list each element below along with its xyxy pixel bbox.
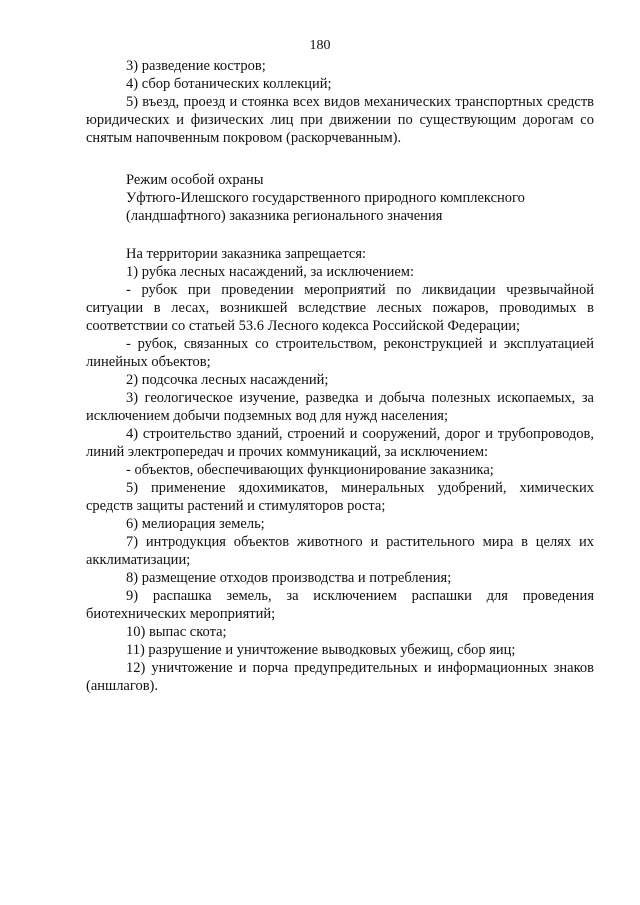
page-number: 180: [309, 38, 331, 53]
prohibition-item-8: 8) размещение отходов производства и потребления;: [126, 570, 452, 586]
section-heading: [86, 171, 594, 225]
prohibition-item-11: 11) разрушение и уничтожение выводковых убежищ, сбор яиц;: [126, 642, 516, 658]
paragraph-item-4: 4) сбор ботанических коллекций;: [126, 76, 332, 92]
prohibition-exception-2: - рубок, связанных со строительством, реконструкцией и эксплуатацией линейных объектов;: [86, 336, 594, 370]
prohibition-exception-1: - рубок при проведении мероприятий по ликвидации чрезвычайной ситуации в лесах, возникшей вследствие лесных пожаров, проводимых в соответствии со статьей 53.6 Лесного кодекса Российской Федерации;: [86, 282, 594, 334]
prohibition-item-7: 7) интродукция объектов животного и растительного мира в целях их акклиматизации;: [86, 534, 594, 568]
document-body: [86, 57, 594, 695]
heading-line-2: Уфтюго-Илешского государственного природного комплексного: [126, 190, 525, 206]
prohibition-exception-3: - объектов, обеспечивающих функционирование заказника;: [126, 462, 494, 478]
paragraph-item-3: 3) разведение костров;: [126, 58, 266, 74]
prohibition-item-12: 12) уничтожение и порча предупредительных и информационных знаков (аншлагов).: [86, 660, 594, 694]
prohibition-item-1: 1) рубка лесных насаждений, за исключением:: [126, 264, 414, 280]
prohibition-item-4: 4) строительство зданий, строений и сооружений, дорог и трубопроводов, линий электропередач и прочих коммуникаций, за исключением:: [86, 426, 594, 460]
prohibition-item-10: 10) выпас скота;: [126, 624, 227, 640]
heading-line-3: (ландшафтного) заказника регионального значения: [126, 208, 443, 224]
heading-line-1: Режим особой охраны: [126, 172, 264, 188]
prohibition-item-3: 3) геологическое изучение, разведка и добыча полезных ископаемых, за исключением добычи подземных вод для нужд населения;: [86, 390, 594, 424]
prohibition-item-9: 9) распашка земель, за исключением распашки для проведения биотехнических мероприятий;: [86, 588, 594, 622]
prohibition-item-2: 2) подсочка лесных насаждений;: [126, 372, 329, 388]
paragraph-item-5: 5) въезд, проезд и стоянка всех видов механических транспортных средств юридических и физических лиц при движении по существующим дорогам со снятым напочвенным покровом (раскорчеванным).: [86, 94, 594, 146]
prohibition-item-5: 5) применение ядохимикатов, минеральных удобрений, химических средств защиты растений и стимуляторов роста;: [86, 480, 594, 514]
prohibition-intro: На территории заказника запрещается:: [126, 246, 367, 262]
prohibition-item-6: 6) мелиорация земель;: [126, 516, 265, 532]
